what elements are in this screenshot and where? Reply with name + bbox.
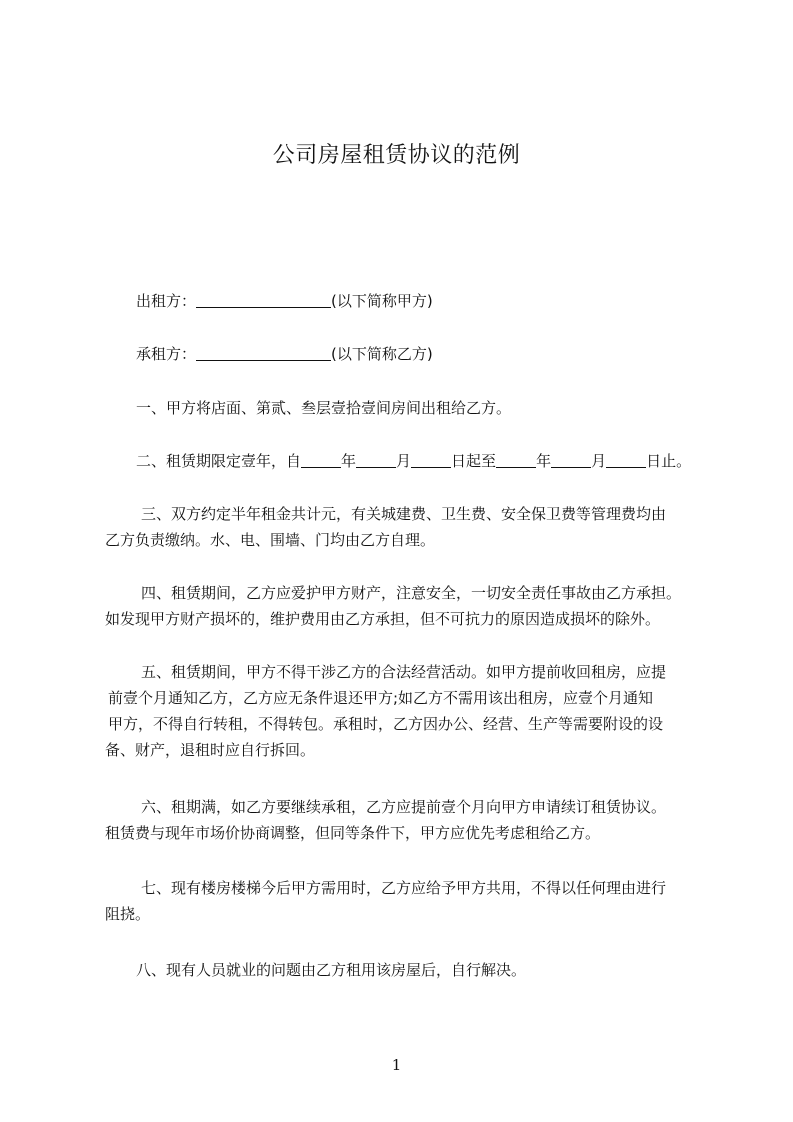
end-month-label: 月 [591,452,607,470]
end-year-label: 年 [536,452,552,470]
clause-1 [105,395,736,421]
clause-8-text: 八、现有人员就业的问题由乙方租用该房屋后，自行解决。 [136,961,527,979]
clause-4-line-1: 四、租赁期间，乙方应爱护甲方财产，注意安全，一切安全责任事故由乙方承担。 [141,584,682,602]
clause-5-line-3: 甲方，不得自行转租，不得转包。承租时，乙方因办公、经营、生产等需要附设的设 [108,715,664,733]
clause-3-line-1: 三、双方约定半年租金共计元，有关城建费、卫生费、安全保卫费等管理费均由 [141,505,667,523]
document-title: 公司房屋租赁协议的范例 [272,143,521,168]
clause-3-line-2: 乙方负责缴纳。水、电、围墙、门均由乙方自理。 [105,531,436,549]
start-year-blank [301,452,341,468]
end-day-label: 日止。 [646,452,692,470]
clause-6 [105,794,705,846]
lessor-label: 出租方： [136,292,197,310]
lessee-label: 承租方： [136,345,197,363]
clause-1-text: 一、甲方将店面、第贰、叁层壹拾壹间房间出租给乙方。 [136,399,512,417]
start-month-blank [356,452,396,468]
clause-2-prefix: 二、租赁期限定壹年，自 [136,452,302,470]
clause-5-line-4: 备、财产，退租时应自行拆回。 [105,741,316,759]
start-day-label: 日起至 [451,452,497,470]
end-day-blank [606,452,646,468]
clause-6-line-2: 租赁费与现年市场价协商调整，但同等条件下，甲方应优先考虑租给乙方。 [105,824,601,842]
clause-5-line-2: 前壹个月通知乙方，乙方应无条件退还甲方;如乙方不需用该出租房，应壹个月通知 [108,689,654,707]
lessee-line [105,341,736,367]
start-day-blank [411,452,451,468]
clause-5-line-1: 五、租赁期间，甲方不得干涉乙方的合法经营活动。如甲方提前收回租房，应提 [141,663,667,681]
end-month-blank [551,452,591,468]
clause-7-line-1: 七、现有楼房楼梯今后甲方需用时，乙方应给予甲方共用，不得以任何理由进行 [141,879,667,897]
lessee-name-blank [196,345,331,361]
end-year-blank [496,452,536,468]
clause-6-line-1: 六、租期满，如乙方要继续承租，乙方应提前壹个月向甲方申请续订租赁协议。 [141,798,667,816]
start-month-label: 月 [396,452,412,470]
clause-4-line-2: 如发现甲方财产损坏的，维护费用由乙方承担，但不可抗力的原因造成损坏的除外。 [105,610,661,628]
page-number: 1 [391,1056,402,1074]
lessor-suffix: (以下简称甲方) [331,292,433,310]
clause-2 [105,448,736,474]
start-year-label: 年 [341,452,357,470]
clause-3 [105,501,705,553]
lessor-line [105,288,736,314]
clause-5 [105,659,705,763]
clause-4 [105,580,705,632]
clause-7 [105,875,705,927]
clause-7-line-2: 阻挠。 [105,905,151,923]
lessee-suffix: (以下简称乙方) [331,345,433,363]
clause-8 [105,957,736,983]
lessor-name-blank [196,292,331,308]
